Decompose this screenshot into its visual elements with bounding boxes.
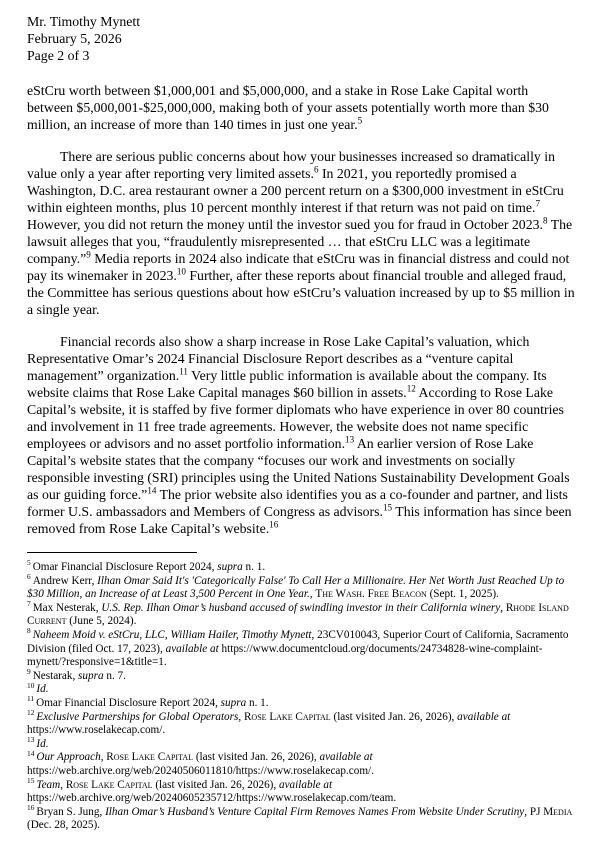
footnote-number: 7 [27, 599, 31, 609]
text-run: The prior website also identifies you as a co-founder and partner, and lists former U.S. ambassadors and Members of Congress as advisors. [27, 487, 568, 519]
footnote-number: 5 [27, 558, 31, 568]
footnote [27, 599, 577, 629]
footnote-number: 8 [27, 626, 31, 636]
body-paragraph [27, 148, 577, 318]
text-run: U.S. Rep. Ilhan Omar’s husband accused of swindling investor in their California winery [101, 601, 501, 614]
letter-date: February 5, 2026 [27, 31, 122, 46]
text-run: available at [279, 778, 333, 791]
body-paragraph [27, 82, 577, 133]
text-run: Media reports in 2024 also indicate that eStCru was in financial distress and could not pay its winemaker in 2023. [27, 251, 570, 283]
text-run: Andrew Kerr, [32, 574, 98, 587]
text-run: , [60, 778, 66, 791]
text-run: Omar Financial Disclosure Report 2024, [32, 561, 218, 573]
text-run: n. 1. [246, 696, 269, 709]
text-run: available at [457, 710, 511, 723]
text-run: Our Approach [36, 751, 101, 764]
footnote-reference: 5 [357, 115, 363, 126]
footnote-reference: 11 [179, 366, 188, 377]
text-run: , [309, 588, 316, 601]
text-run: n. 7. [103, 669, 126, 682]
text-run: https://web.archive.org/web/20240506011810/https://www.roselakecap.com/. [27, 764, 374, 777]
text-run: Naheem Moid v. eStCru, LLC, William Hailer, Timothy Mynett [32, 628, 312, 641]
footnote-number: 10 [27, 680, 35, 690]
text-run: , [524, 805, 530, 818]
text-run: supra [217, 561, 243, 573]
text-run: (last visited Jan. 26, 2026), [152, 778, 279, 791]
text-run: , [500, 601, 506, 614]
text-run: https://web.archive.org/web/20240605235712/https://www.roselakecap.com/team. [27, 792, 397, 805]
text-run: (Dec. 28, 2025). [27, 819, 101, 832]
footnote [27, 802, 577, 833]
text-run: Bryan S. Jung, [36, 805, 106, 818]
text-run: supra [78, 669, 104, 682]
footnote-reference: 8 [542, 215, 548, 226]
letter-header [27, 13, 577, 64]
body-paragraph [27, 333, 577, 537]
text-run: (Sept. 1, 2025). [426, 588, 499, 601]
text-run: available at [165, 642, 219, 655]
footnote-number: 16 [27, 802, 35, 812]
text-run: Very little public information is available about the company. Its website claims that Rose Lake Capital manages $60 billion in assets. [27, 368, 547, 400]
text-run: Rose Lake Capital [65, 778, 153, 791]
text-run: https://www.documentcloud.org/documents/24734828-wine-complaint-mynett/?responsive=1&title=1. [27, 642, 543, 669]
footnote-reference: 7 [535, 198, 541, 209]
text-run: Rose Lake Capital [106, 751, 194, 764]
text-run: According to Rose Lake Capital’s website, it is staffed by five former diplomats who have experience in over 80 countries and involvement in 11 free trade agreements. However, the website does not name specific employees or advisors and no asset portfolio information. [27, 385, 564, 451]
text-run: (June 5, 2024). [66, 615, 137, 628]
footnote-number: 12 [27, 707, 35, 717]
footnotes [27, 558, 577, 833]
recipient-name: Mr. Timothy Mynett [27, 14, 141, 29]
footnote [27, 694, 577, 711]
text-run: https://www.roselakecap.com/. [27, 724, 166, 737]
footnote-reference: 10 [176, 266, 186, 277]
text-run: There are serious public concerns about how your businesses increased so dramatically in value only a year after reporting very limited assets. [27, 149, 555, 181]
text-run: Id. [36, 683, 49, 696]
letter-body [27, 82, 577, 537]
footnote-reference: 9 [86, 249, 91, 260]
text-run: Omar Financial Disclosure Report 2024, [36, 696, 221, 709]
footnote-reference: 14 [147, 485, 157, 496]
text-run: (last visited Jan. 26, 2026), [193, 751, 320, 764]
text-run: This information has since been removed from Rose Lake Capital’s website. [27, 504, 572, 536]
footnote [27, 680, 577, 697]
footnote-number: 15 [27, 775, 35, 785]
footnote [27, 734, 577, 752]
footnote-number: 11 [27, 694, 35, 704]
text-run: The Wash. Free Beacon [315, 588, 427, 601]
footnote-reference: 12 [406, 383, 416, 394]
text-run: Nestarak, [32, 669, 79, 682]
text-run: (last visited Jan. 26, 2026), [330, 710, 458, 723]
footnote [27, 748, 577, 778]
text-run: Team [36, 778, 61, 791]
footnote [27, 558, 577, 575]
footnote [27, 707, 577, 738]
text-run: Rose Lake Capital [243, 710, 331, 723]
text-run: Exclusive Partnerships for Global Operators [36, 710, 239, 723]
text-run: Rhode Island Current [27, 601, 569, 628]
footnote [27, 775, 577, 806]
text-run: The lawsuit alleges that you, “fraudulently misrepresented … that eStCru LLC was a legitimate company.” [27, 217, 573, 266]
footnote-number: 13 [27, 734, 35, 744]
text-run: Ilhan Omar’s Husband’s Venture Capital Firm Removes Names From Website Under Scrutiny [105, 805, 525, 818]
footnote-number: 14 [27, 748, 35, 758]
footnote [27, 571, 577, 602]
text-run: supra [220, 696, 247, 709]
text-run: Max Nesterak, [32, 601, 102, 614]
footnote [27, 626, 577, 670]
text-run: Further, after these reports about financial trouble and alleged fraud, the Committee has serious questions about how eStCru’s valuation increased by up to $5 million in a single year. [27, 268, 575, 317]
text-run: available at [319, 751, 373, 764]
footnote [27, 667, 577, 684]
footnote-reference: 6 [313, 164, 319, 175]
footnote-separator [27, 552, 197, 553]
text-run: PJ Media [529, 805, 573, 818]
footnote-reference: 13 [345, 434, 355, 445]
footnote-number: 6 [27, 571, 31, 581]
text-run: , [238, 710, 244, 723]
text-run: eStCru worth between $1,000,001 and $5,000,000, and a stake in Rose Lake Capital worth between $5,000,001-$25,000,000, making both of your assets potentially worth more than $30 million, an increase of more than 140 times in just one year. [27, 83, 549, 132]
text-run: However, you did not return the money until the investor sued you for fraud in October 2023. [27, 217, 543, 232]
text-run: , 23CV010043, Superior Court of California, Sacramento Division (filed Oct. 17, 2023), [27, 628, 569, 655]
text-run: Id. [36, 737, 49, 750]
text-run: An earlier version of Rose Lake Capital’s website states that the company “focuses our work and investments on socially responsible investing (SRI) principles using the United Nations Sustainability Development Goals as our guiding force.” [27, 436, 570, 502]
page-number: Page 2 of 3 [27, 48, 90, 63]
footnote-reference: 16 [269, 519, 279, 530]
footnote-number: 9 [27, 667, 31, 677]
text-run: Financial records also show a sharp increase in Rose Lake Capital’s valuation, which Representative Omar’s 2024 Financial Disclosure Report describes as a “venture capital management” organization. [27, 334, 530, 383]
footnote-reference: 15 [382, 502, 393, 513]
text-run: n. 1. [242, 561, 266, 573]
text-run: In 2021, you reportedly promised a Washington, D.C. area restaurant owner a 200 percent return on a $300,000 investment in eStCru within eighteen months, plus 10 percent monthly interest if that return was not paid on time. [27, 166, 564, 215]
text-run: , [100, 751, 107, 764]
text-run: Ilhan Omar Said It's 'Categorically False' To Call Her a Millionaire. Her Net Worth Just Reached Up to $30 Million, an Increase of at Least 3,500 Percent in One Year. [27, 574, 565, 601]
